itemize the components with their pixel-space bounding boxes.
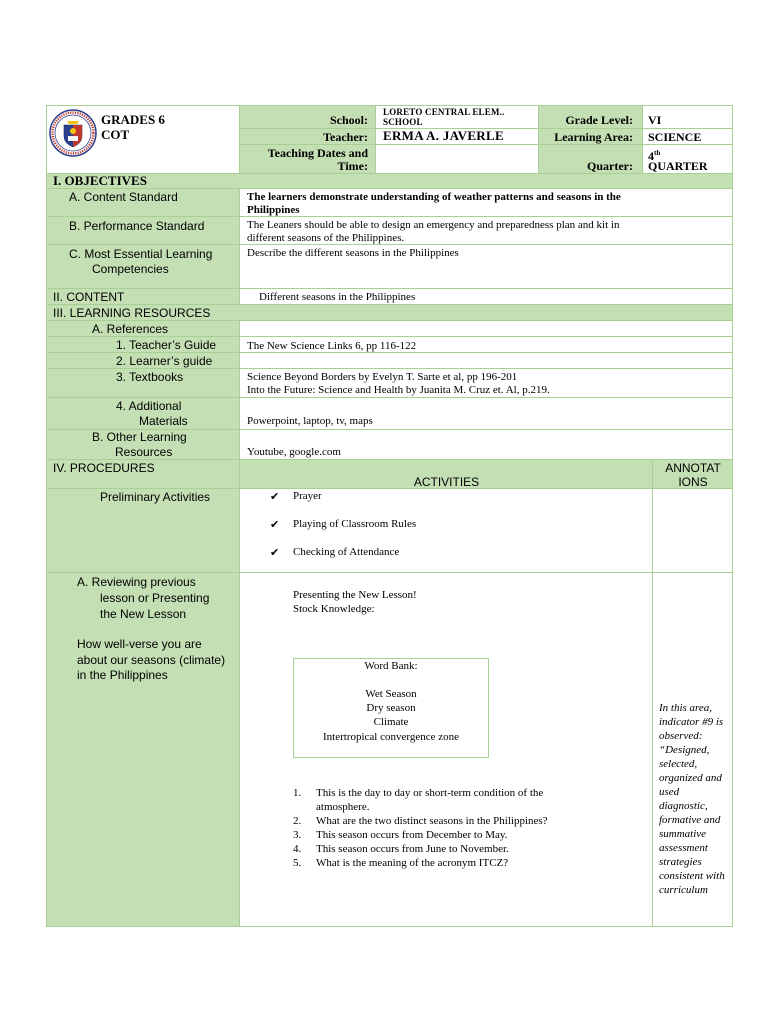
dates-label-line1: Teaching Dates and	[267, 146, 368, 160]
question-text: This season occurs from June to November.	[316, 843, 509, 855]
check-icon: ✔	[270, 491, 280, 503]
school-label: School:	[329, 113, 368, 127]
other-label-line2: Resources	[115, 445, 173, 459]
tg-value: The New Science Links 6, pp 116-122	[247, 340, 417, 352]
annotations-header-line1: ANNOTAT	[665, 461, 721, 475]
melc-value: Describe the different seasons in the Philippines	[247, 247, 459, 259]
tg-label: 1. Teacher’s Guide	[116, 338, 217, 352]
objectives-heading-cell	[46, 174, 733, 189]
references-label: A. References	[92, 322, 169, 336]
preliminary-item-prayer: Prayer	[293, 490, 322, 502]
other-value: Youtube, google.com	[247, 446, 341, 458]
deped-seal-icon	[49, 109, 97, 157]
word-bank-box	[293, 658, 489, 758]
question-text: What is the meaning of the acronym ITCZ?	[316, 857, 509, 869]
procedures-heading: IV. PROCEDURES	[53, 461, 155, 475]
question-number: 5.	[293, 857, 302, 869]
performance-line1: The Leaners should be able to design an emergency and preparedness plan and kit in	[247, 219, 620, 231]
word-bank-title: Word Bank:	[364, 660, 418, 672]
grade-label: Grade Level:	[565, 113, 633, 127]
review-question-line2: about our seasons (climate)	[77, 653, 226, 667]
preliminary-item-rules: Playing of Classroom Rules	[293, 518, 417, 530]
school-value-line2: SCHOOL	[383, 117, 423, 127]
check-icon: ✔	[270, 519, 280, 531]
area-label: Learning Area:	[554, 130, 633, 144]
additional-label-line1: 4. Additional	[116, 399, 182, 413]
question-text: This is the day to day or short-term condition of the	[316, 787, 544, 799]
content-heading: II. CONTENT	[53, 290, 125, 304]
melc-label-line1: C. Most Essential Learning	[69, 247, 213, 261]
grade-value: VI	[648, 113, 662, 127]
quarter-label: Quarter:	[587, 159, 633, 173]
review-label-line2: lesson or Presenting	[100, 591, 210, 605]
preliminary-label: Preliminary Activities	[100, 490, 211, 504]
textbooks-line2: Into the Future: Science and Health by Juanita M. Cruz et. Al, p.219.	[247, 384, 550, 396]
additional-label-line2: Materials	[139, 414, 188, 428]
other-label-line1: B. Other Learning	[92, 430, 187, 444]
presenting-line2: Stock Knowledge:	[293, 603, 375, 615]
review-label-line3: the New Lesson	[100, 607, 187, 621]
teacher-label: Teacher:	[323, 130, 368, 144]
word-bank-item: Wet Season	[365, 688, 417, 700]
question-text-continued: atmosphere.	[316, 801, 370, 813]
references-value-cell	[240, 321, 733, 337]
additional-value: Powerpoint, laptop, tv, maps	[247, 415, 373, 427]
lg-label: 2. Learner’s guide	[116, 354, 213, 368]
question-text: This season occurs from December to May.	[316, 829, 508, 841]
question-text: What are the two distinct seasons in the Philippines?	[316, 815, 548, 827]
word-bank-item: Intertropical convergence zone	[322, 731, 459, 743]
teacher-value: ERMA A. JAVERLE	[383, 128, 504, 143]
content-standard-line1: The learners demonstrate understanding of weather patterns and seasons in the	[247, 191, 621, 203]
review-label-line1: A. Reviewing previous	[77, 575, 196, 589]
melc-label-line2: Competencies	[92, 262, 169, 276]
quarter-value-word: QUARTER	[648, 159, 708, 173]
lg-value-cell	[240, 353, 733, 369]
textbooks-line1: Science Beyond Borders by Evelyn T. Sarte et al, pp 196-201	[247, 371, 518, 383]
question-number: 3.	[293, 829, 302, 841]
preliminary-annotation-cell	[653, 489, 733, 573]
content-value: Different seasons in the Philippines	[259, 291, 416, 303]
annotations-header-line2: IONS	[678, 475, 708, 489]
resources-heading: III. LEARNING RESOURCES	[53, 306, 211, 320]
question-number: 1.	[293, 787, 302, 799]
review-question-line1: How well-verse you are	[77, 637, 202, 651]
textbooks-label: 3. Textbooks	[116, 370, 184, 384]
activities-header: ACTIVITIES	[413, 475, 480, 489]
dates-label-line2: Time:	[337, 159, 368, 173]
header-title-line1: GRADES 6	[101, 112, 165, 127]
dates-value-cell	[376, 145, 539, 174]
performance-line2: different seasons of the Philippines.	[247, 232, 405, 244]
question-number: 4.	[293, 843, 302, 855]
content-standard-line2: Philippines	[247, 204, 300, 216]
word-bank-item: Dry season	[366, 702, 416, 714]
performance-label: B. Performance Standard	[69, 219, 205, 233]
objectives-heading: I. OBJECTIVES	[53, 173, 147, 188]
review-question-line3: in the Philippines	[77, 668, 168, 682]
area-value: SCIENCE	[648, 130, 702, 144]
check-icon: ✔	[270, 547, 280, 559]
presenting-line1: Presenting the New Lesson!	[293, 589, 417, 601]
content-standard-label: A. Content Standard	[69, 190, 178, 204]
preliminary-item-attendance: Checking of Attendance	[293, 546, 400, 558]
quarter-number: 4	[648, 149, 654, 163]
review-label-cell	[46, 573, 240, 927]
school-value-line1: LORETO CENTRAL ELEM..	[383, 107, 505, 117]
question-number: 2.	[293, 815, 302, 827]
header-title-line2: COT	[101, 127, 130, 142]
annotation-note: In this area, indicator #9 is observed: “Designed, selected, organized and used diagnostic, formative and summative assessment strategies consistent with curriculum	[659, 702, 725, 896]
quarter-suffix: th	[654, 149, 661, 157]
word-bank-item: Climate	[373, 716, 409, 728]
